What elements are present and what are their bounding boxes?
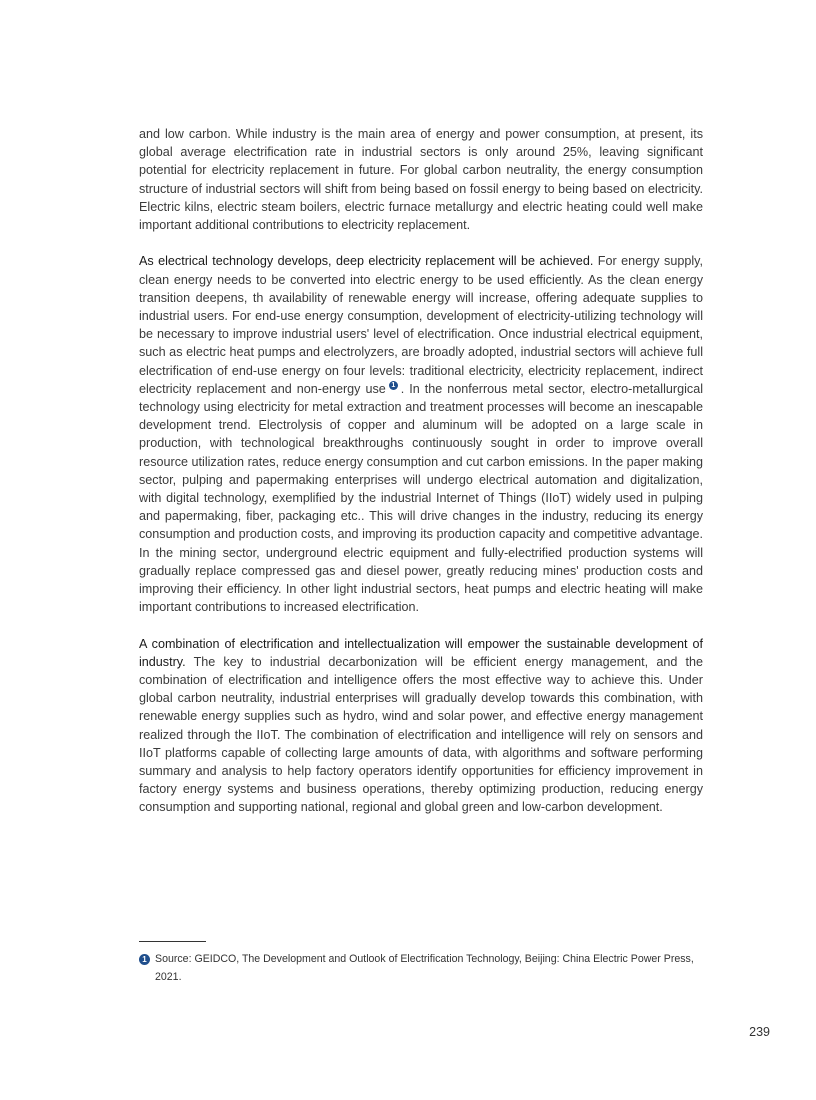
paragraph-3-lead: A combination of electrification and intellectualization will empower the sustainable development of industry.	[139, 636, 703, 669]
footnote-reference-icon[interactable]: 1	[389, 381, 398, 390]
footnote-marker-icon: 1	[139, 954, 150, 965]
footnote-text: Source: GEIDCO, The Development and Outlook of Electrification Technology, Beijing: China Electric Power Press, 2021.	[155, 953, 694, 983]
paragraph-2-text-a: For energy supply, clean energy needs to be converted into electric energy to be used efficiently. As the clean energy transition deepens, th availability of renewable energy will increase, offering adequate supplies to industrial users. For end-use energy consumption, development of electricity-utilizing technology will be necessary to improve industrial users' level of electrification. Once industrial electrical equipment, such as electric heat pumps and electrolyzers, are broadly adopted, industrial sectors will achieve full electrification of end-use energy on four levels: traditional electricity, electricity replacement, indirect electricity replacement and non-energy use	[139, 254, 703, 396]
paragraph-2-text-b: . In the nonferrous metal sector, electro-metallurgical technology using electricity for metal extraction and treatment processes will become an inescapable development trend. Electrolysis of copper and aluminum will be adopted on a large scale in production, with technological breakthroughs continuously sought in order to improve overall resource utilization rates, reduce energy consumption and cut carbon emissions. In the paper making sector, pulping and papermaking enterprises will undergo electrical automation and digitalization, with digital technology, exemplified by the industrial Internet of Things (IIoT) widely used in pulping and papermaking, fiber, packaging etc.. This will drive changes in the industry, reducing its energy consumption and production costs, and improving its production capacity and competitive advantage. In the mining sector, underground electric equipment and fully-electrified production systems will gradually replace compressed gas and diesel power, greatly reducing mines' production costs and improving their efficiency. In other light industrial sectors, heat pumps and electric heating will make important contributions to increased electrification.	[139, 381, 704, 615]
footnote-divider	[139, 941, 206, 942]
paragraph-1: and low carbon. While industry is the main area of energy and power consumption, at present, its global average electrification rate in industrial sectors is only around 25%, leaving significant potential for electricity replacement in future. For global carbon neutrality, the energy consumption structure of industrial sectors will shift from being based on fossil energy to being based on electricity. Electric kilns, electric steam boilers, electric furnace metallurgy and electric heating could well make important additional contributions to electricity replacement.	[139, 127, 703, 233]
page-number: 239	[749, 1025, 770, 1039]
paragraph-2-lead: As electrical technology develops, deep electricity replacement will be achieved.	[139, 254, 594, 269]
body-text	[139, 125, 703, 835]
footnote	[139, 950, 719, 986]
paragraph-3	[139, 635, 703, 817]
paragraph-2	[139, 252, 703, 616]
paragraph-3-text: The key to industrial decarbonization will be efficient energy management, and the combination of electrification and intelligence offers the most effective way to achieve this. Under global carbon neutrality, industrial enterprises will gradually develop towards this combination, with renewable energy supplies such as hydro, wind and solar power, and effective energy management realized through the IIoT. The combination of electrification and intelligence will rely on sensors and IIoT platforms capable of collecting large amounts of data, with algorithms and software performing summary and analysis to help factory operators identify opportunities for efficiency improvement in factory energy systems and business operations, thereby optimizing production, reducing energy consumption and supporting national, regional and global green and low-carbon development.	[139, 654, 703, 815]
